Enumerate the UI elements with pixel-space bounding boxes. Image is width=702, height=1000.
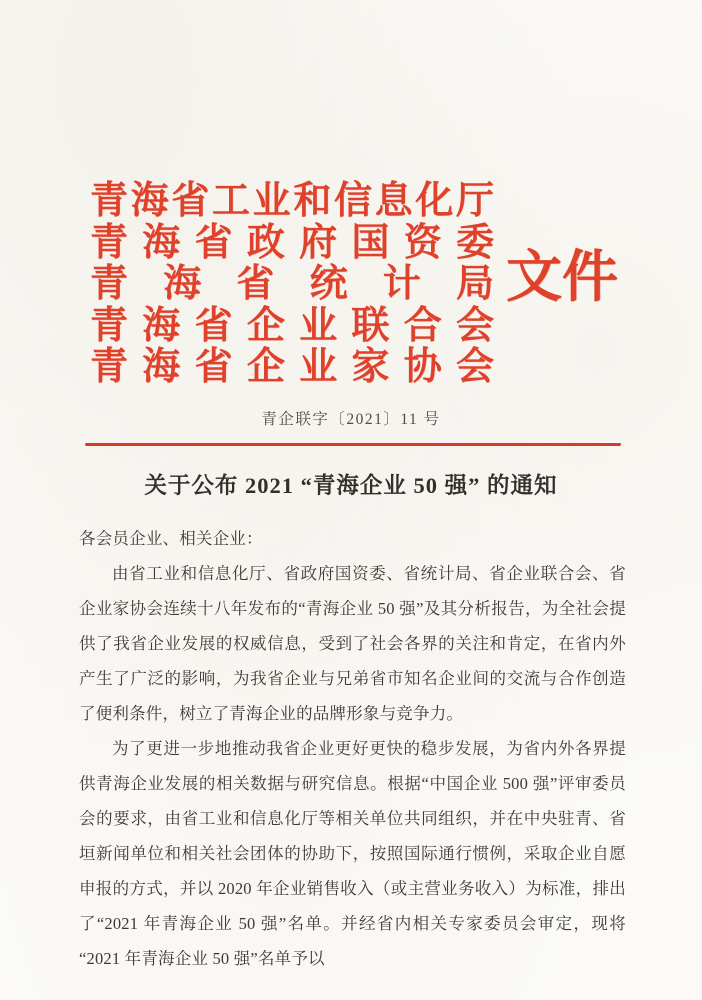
- letterhead-org-industry-information: 青海省工业和信息化厅: [90, 180, 494, 222]
- red-divider-line: [85, 443, 621, 446]
- letterhead-document-label: 文件: [506, 247, 618, 309]
- page-title: 关于公布 2021 “青海企业 50 强” 的通知: [144, 473, 558, 498]
- letterhead: [0, 181, 702, 391]
- letterhead-org-enterprise-confederation: 青海省企业联合会: [90, 304, 494, 347]
- document-body: [79, 521, 626, 976]
- letterhead-org-sasac: 青海省政府国资委: [90, 221, 494, 264]
- letterhead-org-entrepreneurs-association: 青海省企业家协会: [90, 346, 494, 388]
- salutation: 各会员企业、相关企业：: [79, 529, 263, 548]
- paragraph-1: 由省工业和信息化厅、省政府国资委、省统计局、省企业联合会、省企业家协会连续十八年发布的“青海企业 50 强”及其分析报告，为全社会提供了我省企业发展的权威信息，受到了社会各界的关注和肯定，在省内外产生了广泛的影响，为我省企业与兄弟省市知名企业间的交流与合作创造了便利条件，树立了青海企业的品牌形象与竞争力。: [79, 564, 626, 723]
- letterhead-org-statistics-bureau: 青海省统计局: [90, 263, 494, 305]
- paragraph-2: 为了更进一步地推动我省企业更好更快的稳步发展，为省内外各界提供青海企业发展的相关数据与研究信息。根据“中国企业 500 强”评审委员会的要求，由省工业和信息化厅等相关单位共同组织，并在中央驻青、省垣新闻单位和相关社会团体的协助下，按照国际通行惯例，采取企业自愿申报的方式，并以 2020 年企业销售收入（或主营业务收入）为标准，排出了“2021 年青海企业 50 强”名单。并经省内相关专家委员会审定，现将“2021 年青海企业 50 强”名单予以: [79, 739, 626, 968]
- document-reference-number: 青企联字〔2021〕11 号: [261, 411, 441, 428]
- letterhead-org-names: [90, 181, 494, 389]
